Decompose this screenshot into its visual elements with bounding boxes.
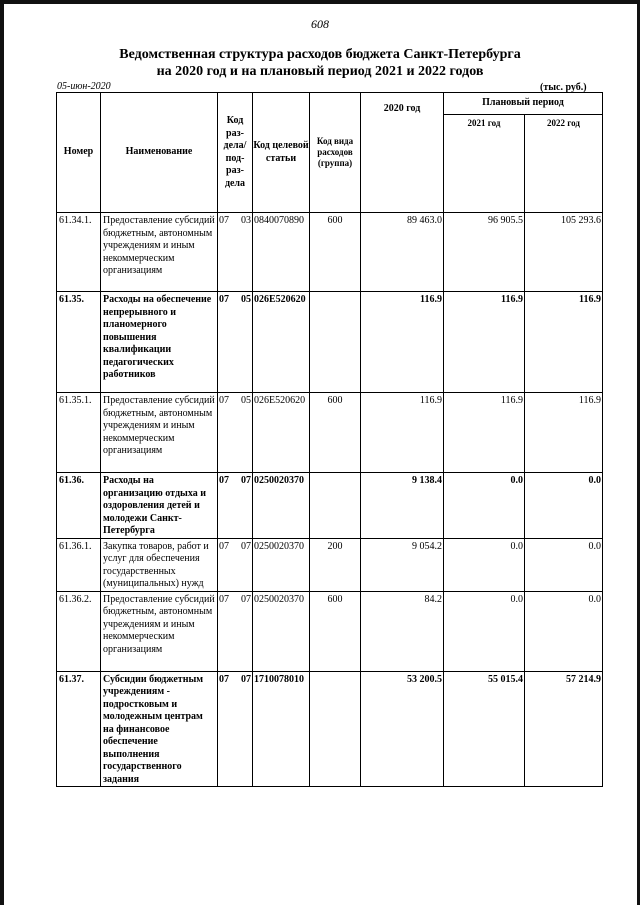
- document-title: [0, 46, 640, 80]
- row-value-2020: 9 138.4: [361, 473, 444, 539]
- row-value-2021: 116.9: [444, 393, 525, 473]
- row-podrazdel: 03: [241, 215, 251, 226]
- row-expense-type: [310, 473, 361, 539]
- row-target-code: 0840070890: [253, 213, 310, 292]
- title-line-2: на 2020 год и на плановый период 2021 и 2022 годов: [156, 64, 484, 79]
- table-row: [57, 213, 603, 292]
- budget-table: [56, 92, 603, 787]
- row-section-code: [218, 671, 253, 787]
- row-podrazdel: 05: [241, 395, 251, 406]
- row-target-code: 026E520620: [253, 292, 310, 393]
- row-number: 61.37.: [57, 671, 101, 787]
- title-line-1: Ведомственная структура расходов бюджета Санкт-Петербурга: [119, 47, 521, 62]
- header-section-code: Код раз- дела/ под- раз- дела: [218, 93, 253, 213]
- row-value-2022: 0.0: [525, 473, 603, 539]
- header-2020: 2020 год: [361, 93, 444, 213]
- header-planned-period: Плановый период: [444, 93, 603, 115]
- row-value-2022: 0.0: [525, 591, 603, 671]
- row-section-code: [218, 591, 253, 671]
- row-razdel: 07: [219, 593, 229, 605]
- table-row: [57, 292, 603, 393]
- row-podrazdel: 07: [241, 593, 251, 605]
- header-2022: 2022 год: [525, 115, 603, 213]
- row-value-2021: 55 015.4: [444, 671, 525, 787]
- row-value-2022: 0.0: [525, 538, 603, 591]
- row-value-2020: 53 200.5: [361, 671, 444, 787]
- row-number: 61.36.: [57, 473, 101, 539]
- row-number: 61.36.2.: [57, 591, 101, 671]
- row-podrazdel: 05: [241, 294, 251, 305]
- row-section-code: [218, 538, 253, 591]
- row-value-2022: 105 293.6: [525, 213, 603, 292]
- row-name: Закупка товаров, работ и услуг для обеспечения государственных (муниципальных) нужд: [101, 538, 218, 591]
- row-target-code: 0250020370: [253, 591, 310, 671]
- row-section-code: [218, 292, 253, 393]
- row-expense-type: 200: [310, 538, 361, 591]
- row-value-2022: 116.9: [525, 292, 603, 393]
- row-number: 61.35.: [57, 292, 101, 393]
- row-number: 61.36.1.: [57, 538, 101, 591]
- units-label: (тыс. руб.): [540, 82, 587, 93]
- header-expense-type: Код вида расходов (группа): [310, 93, 361, 213]
- page-number: 608: [311, 17, 329, 31]
- row-expense-type: 600: [310, 213, 361, 292]
- row-target-code: 1710078010: [253, 671, 310, 787]
- row-podrazdel: 07: [241, 673, 251, 685]
- header-name: Наименование: [101, 93, 218, 213]
- row-target-code: 026E520620: [253, 393, 310, 473]
- row-podrazdel: 07: [241, 540, 251, 552]
- row-razdel: 07: [219, 215, 229, 226]
- row-value-2021: 0.0: [444, 591, 525, 671]
- row-value-2021: 116.9: [444, 292, 525, 393]
- row-value-2021: 0.0: [444, 473, 525, 539]
- row-value-2022: 116.9: [525, 393, 603, 473]
- header-number: Номер: [57, 93, 101, 213]
- row-value-2021: 96 905.5: [444, 213, 525, 292]
- row-number: 61.34.1.: [57, 213, 101, 292]
- row-number: 61.35.1.: [57, 393, 101, 473]
- row-podrazdel: 07: [241, 475, 251, 486]
- row-value-2020: 89 463.0: [361, 213, 444, 292]
- row-section-code: [218, 473, 253, 539]
- row-expense-type: 600: [310, 393, 361, 473]
- row-target-code: 0250020370: [253, 538, 310, 591]
- table-row: [57, 473, 603, 539]
- row-value-2020: 9 054.2: [361, 538, 444, 591]
- table-row: [57, 591, 603, 671]
- row-razdel: 07: [219, 395, 229, 406]
- table-row: [57, 393, 603, 473]
- row-value-2020: 116.9: [361, 393, 444, 473]
- row-section-code: [218, 393, 253, 473]
- header-target-code: Код целевой статьи: [253, 93, 310, 213]
- row-name: Предоставление субсидий бюджетным, автономным учреждениям и иным некоммерческим организациям: [101, 591, 218, 671]
- row-expense-type: 600: [310, 591, 361, 671]
- row-section-code: [218, 213, 253, 292]
- scan-border-top: [0, 0, 640, 4]
- table-row: [57, 671, 603, 787]
- table-row: [57, 538, 603, 591]
- row-expense-type: [310, 671, 361, 787]
- row-value-2021: 0.0: [444, 538, 525, 591]
- row-target-code: 0250020370: [253, 473, 310, 539]
- scan-border-left: [0, 0, 4, 905]
- row-razdel: 07: [219, 475, 229, 486]
- row-name: Предоставление субсидий бюджетным, автономным учреждениям и иным некоммерческим организациям: [101, 213, 218, 292]
- row-value-2020: 116.9: [361, 292, 444, 393]
- row-razdel: 07: [219, 673, 229, 685]
- row-value-2022: 57 214.9: [525, 671, 603, 787]
- header-2021: 2021 год: [444, 115, 525, 213]
- row-razdel: 07: [219, 294, 229, 305]
- row-value-2020: 84.2: [361, 591, 444, 671]
- row-name: Субсидии бюджетным учреждениям - подростковым и молодежным центрам на финансовое обеспечение выполнения государственного задания: [101, 671, 218, 787]
- row-name: Расходы на обеспечение непрерывного и планомерного повышения квалификации педагогических работников: [101, 292, 218, 393]
- row-name: Расходы на организацию отдыха и оздоровления детей и молодежи Санкт-Петербурга: [101, 473, 218, 539]
- document-date: 05-июн-2020: [57, 81, 111, 92]
- row-name: Предоставление субсидий бюджетным, автономным учреждениям и иным некоммерческим организациям: [101, 393, 218, 473]
- row-expense-type: [310, 292, 361, 393]
- row-razdel: 07: [219, 540, 229, 552]
